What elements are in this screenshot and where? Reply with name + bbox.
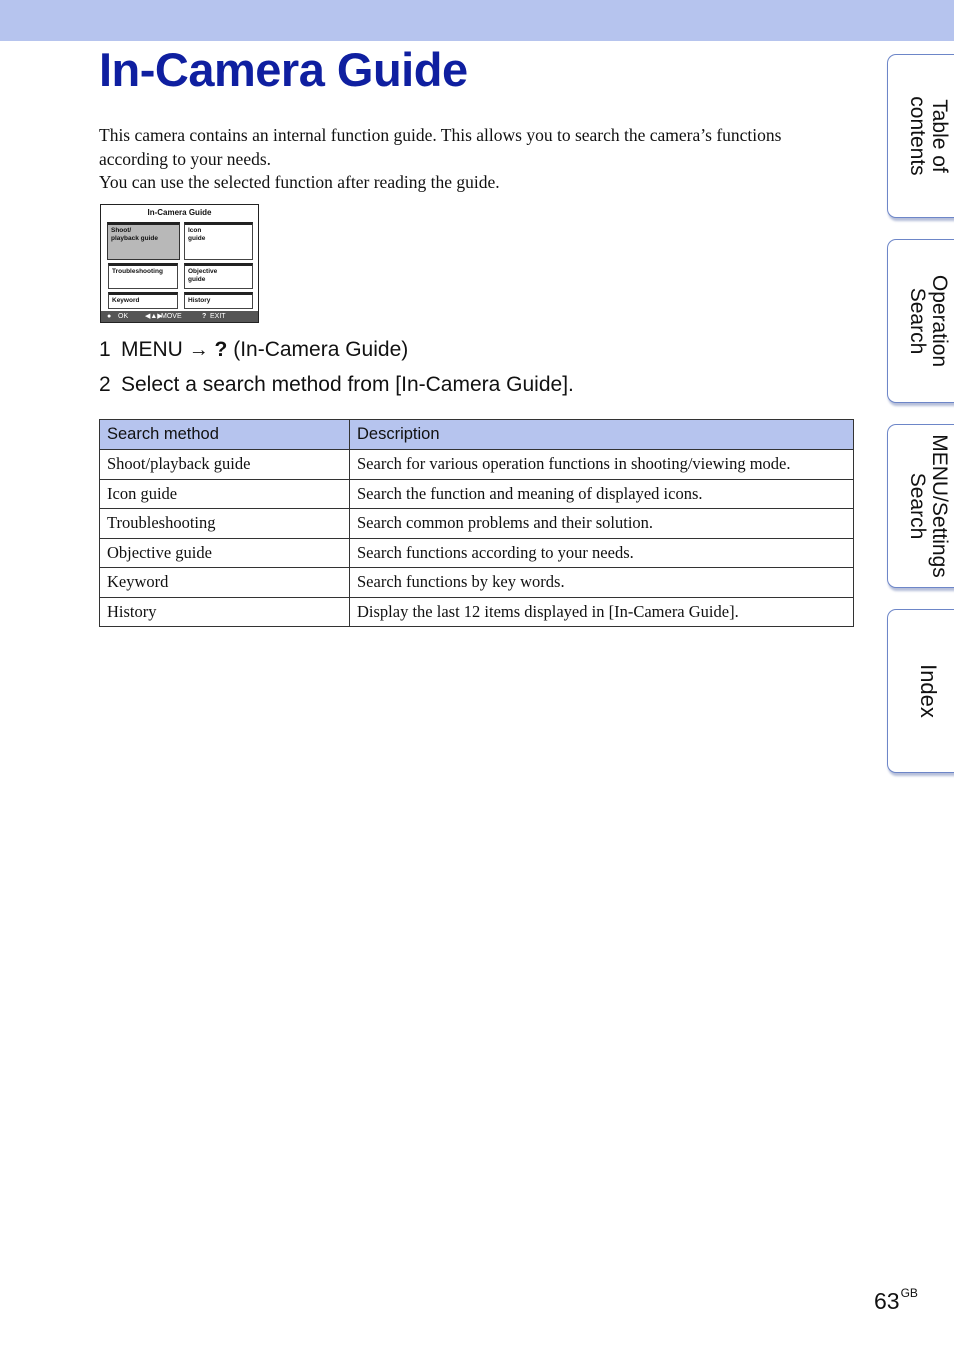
tab-label-line: Table of [927,99,951,173]
camera-option-label: Shoot/ [111,227,132,234]
question-mark-icon: ? [202,313,207,320]
camera-option-history [184,292,253,309]
intro-text [99,124,839,195]
camera-option-icon-guide [184,222,253,260]
camera-option-label: Objective [188,268,218,275]
search-method-table [99,419,854,627]
camera-option-label: Icon [188,227,202,234]
tab-label-line: Index [915,664,941,718]
table-header-cell: Search method [100,420,350,450]
table-cell: Search functions by key words. [350,568,854,598]
move-arrows-icon: ◀▲▶ [145,313,163,320]
camera-option-keyword [108,292,178,309]
table-header-cell: Description [350,420,854,450]
camera-footer-move: MOVE [161,313,182,320]
table-row [100,568,854,598]
camera-option-label: History [188,297,211,304]
step-number: 2 [99,373,111,396]
table-cell: Shoot/playback guide [100,450,350,480]
step-2 [99,372,574,398]
intro-line-1: This camera contains an internal function guide. This allows you to search the camera’s functions according to your needs. [99,125,782,169]
page-number-suffix: GB [900,1286,918,1300]
camera-option-troubleshooting [108,263,178,289]
table-row [100,597,854,627]
step-1-text: (In-Camera Guide) [233,338,409,361]
tab-label [906,236,950,406]
tab-label-line: Search [905,287,929,355]
table-cell: Icon guide [100,479,350,509]
camera-screen-illustration [100,204,259,323]
step-number: 1 [99,338,111,361]
tab-table-of-contents[interactable] [887,54,954,218]
table-cell: Keyword [100,568,350,598]
table-cell: Objective guide [100,538,350,568]
tab-index[interactable] [887,609,954,773]
page-title: In-Camera Guide [99,43,468,96]
camera-footer-exit: EXIT [210,313,226,320]
table-cell: Search common problems and their solution. [350,509,854,539]
camera-option-label: playback guide [111,235,158,242]
camera-option-objective-guide [184,263,253,289]
ok-dot-icon: ● [107,313,112,320]
tab-label-line: contents [905,96,929,176]
table-row [100,538,854,568]
tab-label-line: Operation [927,274,951,368]
table-cell: Troubleshooting [100,509,350,539]
camera-option-label: guide [188,276,206,283]
table-cell: Display the last 12 items displayed in [In-Camera Guide]. [350,597,854,627]
step-menu-label: MENU [121,338,183,361]
tab-menu-settings-search[interactable] [887,424,954,588]
tab-label-line: MENU/Settings [927,434,951,578]
tab-label [906,421,950,591]
tab-label [906,51,950,221]
table-cell: Search the function and meaning of displayed icons. [350,479,854,509]
table-cell: History [100,597,350,627]
camera-option-label: Keyword [112,297,140,304]
step-1 [99,337,408,363]
table-row [100,450,854,480]
camera-option-shoot-playback [107,222,180,260]
page-number [874,1288,918,1315]
table-cell: Search functions according to your needs. [350,538,854,568]
tab-label [917,606,939,776]
step-2-text: Select a search method from [In-Camera Guide]. [121,373,574,396]
table-header-row [100,420,854,450]
camera-option-label: Troubleshooting [112,268,163,275]
intro-line-2: You can use the selected function after reading the guide. [99,172,500,192]
camera-screen-footer [101,311,258,322]
tab-operation-search[interactable] [887,239,954,403]
camera-option-label: guide [188,235,206,242]
in-camera-guide-icon: ? [214,338,228,361]
table-cell: Search for various operation functions in shooting/viewing mode. [350,450,854,480]
top-accent-band [0,0,954,41]
camera-screen-title: In-Camera Guide [147,208,212,217]
right-arrow-icon: → [188,339,209,361]
camera-footer-ok: OK [118,313,129,320]
tab-label-line: Search [905,472,929,540]
table-row [100,479,854,509]
page-number-value: 63 [874,1288,900,1314]
table-row [100,509,854,539]
